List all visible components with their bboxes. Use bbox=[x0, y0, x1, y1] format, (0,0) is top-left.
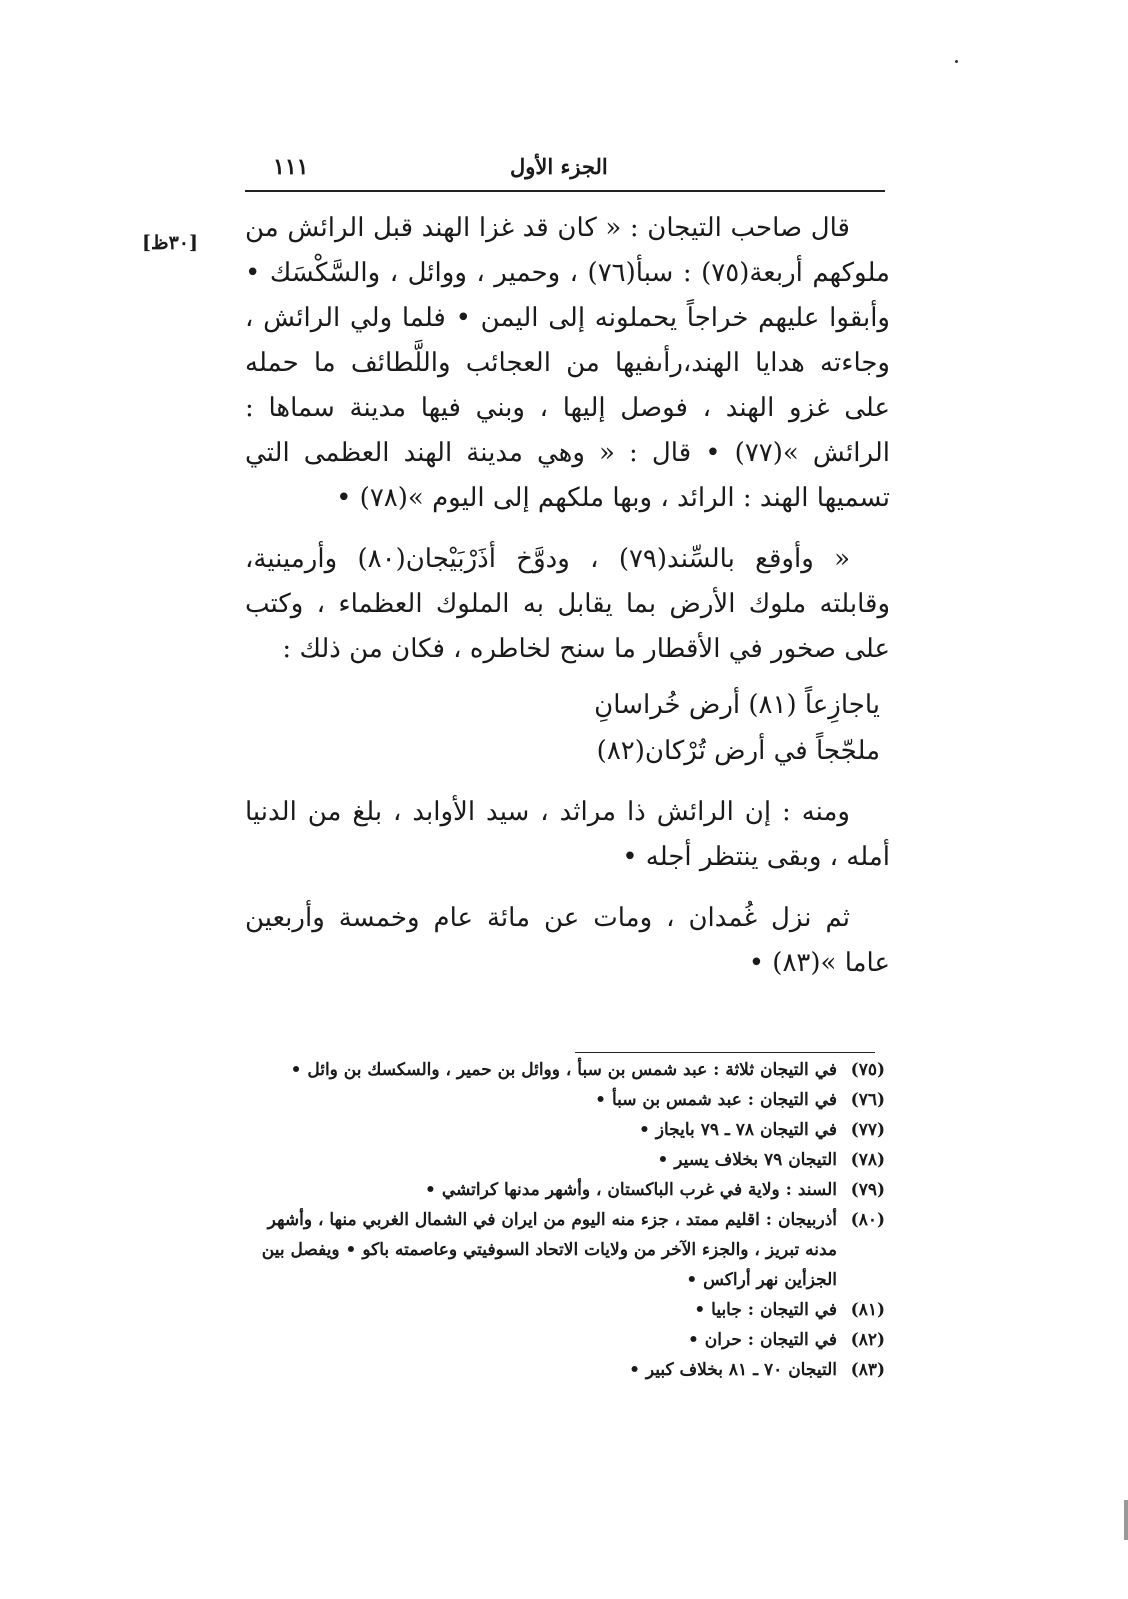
footnote-number: (٧٧) bbox=[850, 1120, 885, 1140]
verse-line: ملجّجاً في أرض تُرْكان(٨٢) bbox=[596, 736, 880, 766]
footnote bbox=[245, 1145, 885, 1175]
page-number: ١١١ bbox=[273, 154, 309, 180]
manuscript-folio-ref: [٣٠ظ] bbox=[142, 232, 198, 254]
verse-block bbox=[245, 682, 890, 774]
paragraph: قال صاحب التيجان : « كان قد غزا الهند قبل الرائش من ملوكهم أربعة(٧٥) : سبأ(٧٦) ، وحمير ، ووائل ، والسَّكْسَك • وأبقوا عليهم خراجاً يحملونه إلى اليمن • فلما ولي الرائش ، وجاءته هدايا الهند،رأىفيها من العجائب واللَّطائف ما حمله على غزو الهند ، فوصل إليها ، وبني فيها مدينة سماها : الرائش »(٧٧) • قال : « وهي مدينة الهند العظمى التي تسميها الهند : الرائد ، وبها ملكهم إلى اليوم »(٧٨) • bbox=[245, 213, 890, 513]
footnote bbox=[245, 1085, 885, 1115]
ink-speck bbox=[955, 60, 958, 63]
main-text bbox=[245, 206, 890, 986]
footnote-number: (٧٩) bbox=[850, 1180, 885, 1200]
footnote bbox=[245, 1055, 885, 1085]
footnote-number: (٨٢) bbox=[850, 1330, 885, 1350]
footnote-text: في التيجان : عبد شمس بن سبأ • bbox=[595, 1090, 837, 1110]
page-edge-mark bbox=[1124, 1500, 1128, 1540]
verse-line: ياجازِعاً (٨١) أرض خُراسانِ bbox=[594, 690, 880, 720]
footnote-text: في التيجان ٧٨ ـ ٧٩ بايجاز • bbox=[638, 1120, 837, 1140]
footnote bbox=[245, 1175, 885, 1205]
footnote bbox=[245, 1115, 885, 1145]
footnote bbox=[245, 1295, 885, 1325]
footnote-text: التيجان ٧٩ بخلاف يسير • bbox=[657, 1150, 837, 1170]
paragraph: ثم نزل غُمدان ، ومات عن مائة عام وخمسة وأربعين عاما »(٨٣) • bbox=[245, 903, 890, 978]
footnote-text: التيجان ٧٠ ـ ٨١ بخلاف كبير • bbox=[629, 1360, 837, 1380]
footnote-number: (٧٨) bbox=[850, 1150, 885, 1170]
footnote bbox=[245, 1205, 885, 1295]
footnote-number: (٧٦) bbox=[850, 1090, 885, 1110]
footnote-number: (٨٠) bbox=[850, 1210, 885, 1230]
footnote-number: (٨١) bbox=[850, 1300, 885, 1320]
paragraph: « وأوقع بالسِّند(٧٩) ، ودوَّخ أذَرْبَيْجان(٨٠) وأرمينية، وقابلته ملوك الأرض بما يقابل به الملوك العظماء ، وكتب على صخور في الأقطار ما سنح لخاطره ، فكان من ذلك : bbox=[245, 544, 890, 664]
footnote-number: (٧٥) bbox=[850, 1060, 885, 1080]
footnote bbox=[245, 1355, 885, 1385]
footnote-text: السند : ولاية في غرب الباكستان ، وأشهر مدنها كراتشي • bbox=[425, 1180, 837, 1200]
page-header bbox=[245, 152, 885, 192]
footnote bbox=[245, 1325, 885, 1355]
footnotes bbox=[245, 1055, 885, 1385]
footnote-text: في التيجان : جابيا • bbox=[694, 1300, 837, 1320]
footnote-separator bbox=[575, 1052, 875, 1053]
footnote-text: في التيجان ثلاثة : عبد شمس بن سبأ ، ووائل بن حمير ، والسكسك بن وائل • bbox=[290, 1060, 837, 1080]
footnote-text: في التيجان : حران • bbox=[687, 1330, 837, 1350]
paragraph: ومنه : إن الرائش ذا مراثد ، سيد الأوابد ، بلغ من الدنيا أمله ، وبقى ينتظر أجله • bbox=[245, 797, 890, 872]
running-head: الجزء الأول bbox=[510, 154, 608, 179]
footnote-number: (٨٣) bbox=[850, 1360, 885, 1380]
footnote-text: أذربيجان : اقليم ممتد ، جزء منه اليوم من ايران في الشمال الغربي منها ، وأشهر مدنه تبريز ، والجزء الآخر من ولايات الاتحاد السوفيتي وعاصمته باكو • ويفصل بين الجزأين نهر أراكس • bbox=[261, 1210, 837, 1290]
